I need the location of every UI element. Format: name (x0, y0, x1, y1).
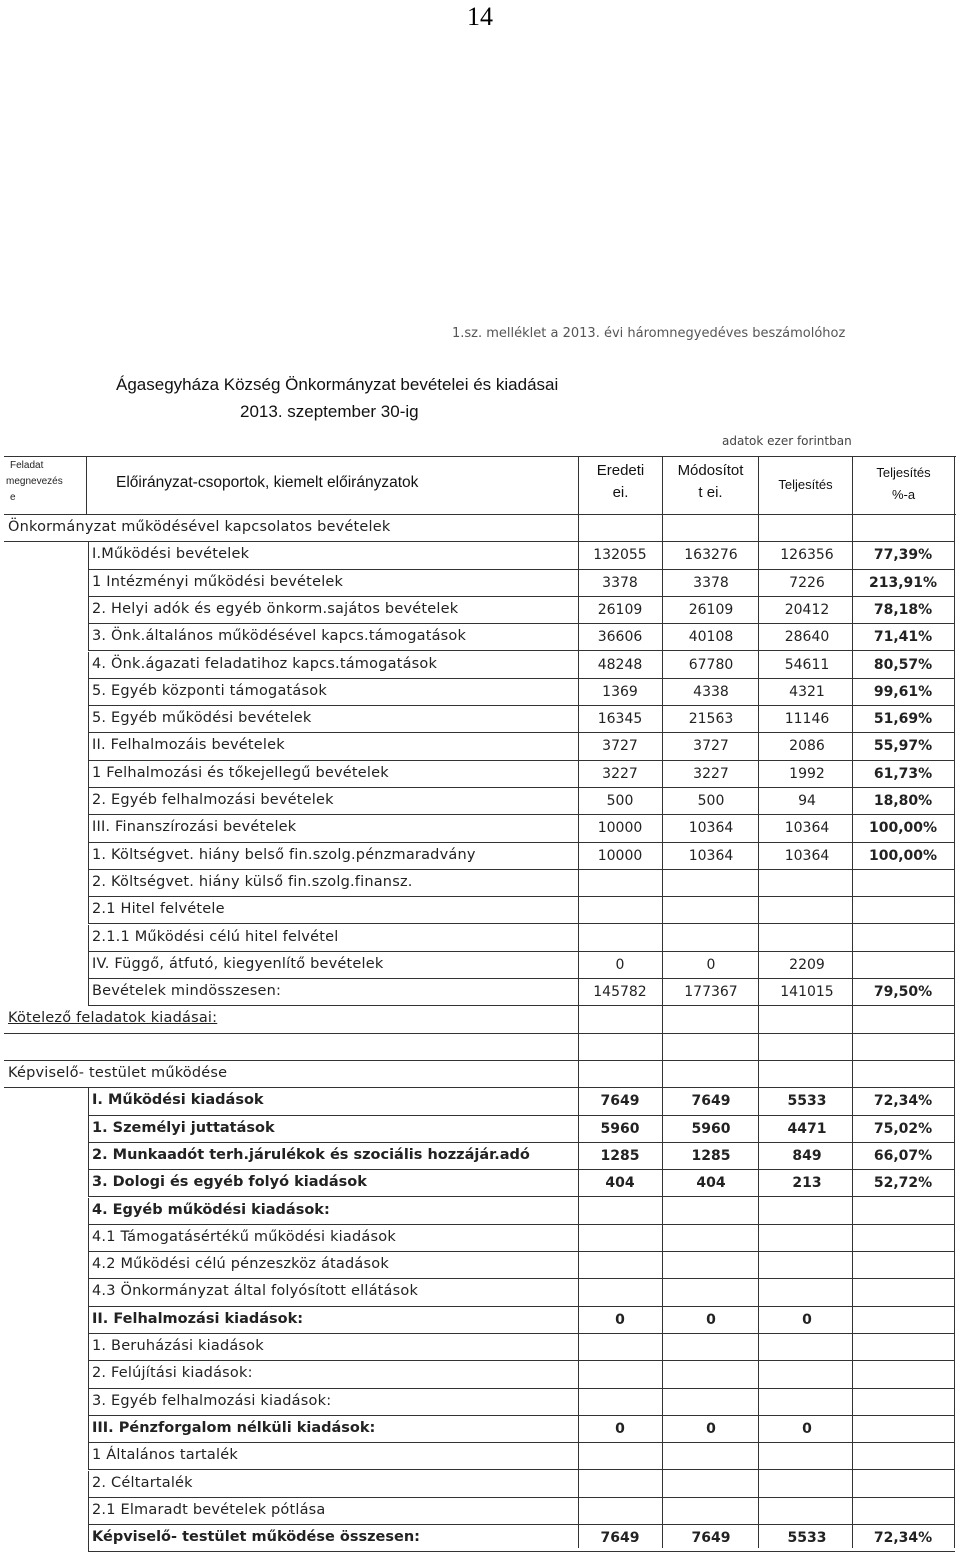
header-col-percent-line1: Teljesítés (876, 465, 931, 480)
row-left-border (88, 1307, 89, 1334)
value-modified: 3727 (693, 738, 729, 755)
value-percent: 52,72% (873, 1175, 933, 1192)
header-col-percent (853, 462, 954, 506)
value-completion: 2209 (789, 956, 825, 973)
table-row (0, 1198, 960, 1225)
value-completion: 10364 (784, 820, 830, 837)
row-label: 2. Helyi adók és egyéb önkorm.sajátos bevételek (92, 600, 459, 617)
table-row (0, 979, 960, 1006)
value-modified: 10364 (688, 820, 734, 837)
value-completion: 94 (798, 793, 816, 809)
value-modified: 500 (697, 793, 725, 809)
row-left-border (88, 1198, 89, 1225)
value-original: 145782 (593, 984, 647, 1001)
row-label: I.Működési bevételek (92, 546, 250, 563)
table-row (0, 1525, 960, 1552)
value-percent: 100,00% (868, 820, 938, 837)
value-original: 500 (606, 793, 634, 809)
row-left-border (88, 1088, 89, 1115)
row-left-border (88, 1498, 89, 1525)
row-label: 3. Önk.általános működésével kapcs.támogatások (92, 628, 467, 645)
value-percent: 75,02% (873, 1120, 933, 1137)
value-modified: 7649 (691, 1530, 731, 1547)
table-row (0, 570, 960, 597)
value-completion: 20412 (784, 601, 830, 618)
row-label: 2.1 Hitel felvétele (92, 901, 225, 918)
row-label: 2. Céltartalék (92, 1474, 193, 1491)
row-left-border (88, 897, 89, 924)
row-left-border (88, 1279, 89, 1306)
value-original: 1369 (602, 683, 638, 700)
value-percent: 18,80% (873, 793, 933, 809)
table-row (0, 1006, 960, 1033)
header-col-modified (663, 460, 758, 504)
value-completion: 849 (792, 1147, 822, 1164)
table-row (0, 542, 960, 569)
table-row (0, 925, 960, 952)
row-left-border (88, 1170, 89, 1197)
row-label: 4.1 Támogatásértékű működési kiadások (92, 1228, 396, 1245)
row-label: 5. Egyéb működési bevételek (92, 710, 312, 727)
value-modified: 0 (706, 956, 716, 973)
row-label: 4. Önk.ágazati feladatihoz kapcs.támogatások (92, 655, 438, 672)
row-left-border (88, 542, 89, 569)
row-left-border (88, 1416, 89, 1443)
row-label: III. Finanszírozási bevételek (92, 819, 297, 836)
table-row (0, 952, 960, 979)
row-label: 1. Költségvet. hiány belső fin.szolg.pénzmaradvány (92, 846, 476, 863)
value-percent: 72,34% (873, 1530, 933, 1547)
header-col-original-line2: ei. (612, 484, 629, 501)
value-percent: 80,57% (873, 656, 933, 673)
row-label: IV. Függő, átfutó, kiegyenlítő bevételek (92, 955, 384, 972)
value-completion: 0 (802, 1311, 812, 1328)
table-row (0, 1034, 960, 1061)
table-row (0, 1389, 960, 1416)
value-completion: 141015 (780, 984, 834, 1001)
table-row (0, 1307, 960, 1334)
table-row (0, 597, 960, 624)
row-label: 3. Egyéb felhalmozási kiadások: (92, 1392, 332, 1409)
row-label: II. Felhalmozási kiadások: (92, 1310, 304, 1327)
value-completion: 10364 (784, 847, 830, 864)
row-left-border (88, 1252, 89, 1279)
value-modified: 0 (706, 1311, 716, 1328)
row-label: 1. Beruházási kiadások (92, 1338, 264, 1354)
table-row (0, 1061, 960, 1088)
row-left-border (88, 733, 89, 760)
value-completion: 4471 (787, 1120, 827, 1137)
value-modified: 177367 (684, 984, 738, 1001)
header-divider (86, 456, 87, 514)
value-completion: 5533 (787, 1530, 827, 1547)
value-percent: 61,73% (873, 765, 933, 782)
row-label: 4. Egyéb működési kiadások: (92, 1201, 330, 1218)
value-original: 7649 (600, 1530, 640, 1547)
value-percent: 100,00% (868, 847, 938, 864)
value-modified: 1285 (691, 1147, 731, 1164)
value-original: 404 (605, 1175, 635, 1192)
row-label: Képviselő- testület működése (8, 1065, 228, 1081)
row-label: 3. Dologi és egyéb folyó kiadások (92, 1174, 367, 1191)
table-row (0, 706, 960, 733)
value-original: 5960 (600, 1120, 640, 1137)
row-left-border (88, 788, 89, 815)
row-label: Bevételek mindösszesen: (92, 983, 282, 1000)
value-original: 132055 (593, 547, 647, 564)
row-left-border (88, 1443, 89, 1470)
row-left-border (88, 570, 89, 597)
header-feladat-line3: e (10, 492, 16, 503)
header-col-original-line1: Eredeti (596, 462, 645, 479)
table-row (0, 1361, 960, 1388)
row-left-border (88, 679, 89, 706)
value-modified: 3378 (693, 574, 729, 591)
value-original: 3727 (602, 738, 638, 755)
value-modified: 26109 (688, 601, 734, 618)
table-row (0, 788, 960, 815)
table-row (0, 897, 960, 924)
row-left-border (88, 1334, 89, 1361)
value-original: 36606 (597, 629, 643, 646)
value-original: 0 (615, 956, 625, 973)
value-modified: 10364 (688, 847, 734, 864)
row-label: 1 Felhalmozási és tőkejellegű bevételek (92, 764, 389, 781)
table-row (0, 1416, 960, 1443)
document-title: Ágasegyháza Község Önkormányzat bevételei és kiadásai (116, 375, 559, 394)
row-label: I. Működési kiadások (92, 1092, 264, 1109)
value-original: 0 (615, 1311, 625, 1328)
value-completion: 4321 (789, 683, 825, 700)
table-row (0, 761, 960, 788)
value-percent: 55,97% (873, 738, 933, 755)
header-col-percent-line2: %-a (891, 487, 916, 502)
value-percent: 72,34% (873, 1093, 933, 1110)
table-row (0, 1225, 960, 1252)
row-left-border (88, 1143, 89, 1170)
table-row (0, 679, 960, 706)
value-percent: 51,69% (873, 711, 933, 728)
page-number: 14 (467, 2, 493, 31)
table-row (0, 624, 960, 651)
row-left-border (88, 925, 89, 952)
value-modified: 21563 (688, 711, 734, 728)
table-row (0, 515, 960, 542)
row-left-border (88, 952, 89, 979)
value-modified: 3227 (693, 765, 729, 782)
value-completion: 11146 (784, 711, 830, 728)
row-left-border (88, 706, 89, 733)
table-row (0, 1143, 960, 1170)
row-left-border (88, 1389, 89, 1416)
row-left-border (88, 979, 89, 1006)
value-completion: 54611 (784, 656, 830, 673)
value-percent: 79,50% (873, 984, 933, 1001)
row-left-border (88, 652, 89, 679)
table-row (0, 815, 960, 842)
value-original: 26109 (597, 601, 643, 618)
value-completion: 2086 (789, 738, 825, 755)
value-original: 48248 (597, 656, 643, 673)
row-label: 4.3 Önkormányzat által folyósított ellátások (92, 1283, 419, 1300)
value-original: 10000 (597, 820, 643, 837)
table-row (0, 1170, 960, 1197)
header-feladat-line2: megnevezés (6, 476, 63, 487)
row-left-border (88, 1225, 89, 1252)
row-left-border (88, 624, 89, 651)
row-label: 2. Felújítási kiadások: (92, 1365, 253, 1382)
row-label: 1 Általános tartalék (92, 1447, 238, 1464)
unit-note: adatok ezer forintban (722, 434, 852, 448)
row-label: 2.1.1 Működési célú hitel felvétel (92, 928, 339, 945)
header-feladat-line1: Feladat (10, 460, 44, 471)
row-label: 4.2 Működési célú pénzeszköz átadások (92, 1256, 389, 1273)
value-modified: 7649 (691, 1093, 731, 1110)
header-groups: Előirányzat-csoportok, kiemelt előirányzatok (116, 474, 419, 491)
table-row (0, 1443, 960, 1470)
row-label: III. Pénzforgalom nélküli kiadások: (92, 1419, 376, 1436)
row-label: 2.1 Elmaradt bevételek pótlása (92, 1501, 326, 1518)
value-modified: 4338 (693, 683, 729, 700)
row-label: Önkormányzat működésével kapcsolatos bevételek (8, 519, 391, 535)
value-percent: 213,91% (868, 574, 938, 591)
row-label: 2. Munkaadót terh.járulékok és szociális hozzájár.adó (92, 1146, 530, 1163)
value-original: 3227 (602, 765, 638, 782)
header-top-border (4, 456, 956, 457)
header-col-modified-line2: t ei. (698, 484, 723, 501)
row-left-border (88, 597, 89, 624)
row-label: 1. Személyi juttatások (92, 1119, 275, 1136)
value-original: 7649 (600, 1093, 640, 1110)
header-col-modified-line1: Módosítot (677, 462, 744, 479)
value-original: 1285 (600, 1147, 640, 1164)
table-row (0, 652, 960, 679)
value-modified: 67780 (688, 656, 734, 673)
value-modified: 404 (696, 1175, 726, 1192)
value-completion: 28640 (784, 629, 830, 646)
value-completion: 213 (792, 1175, 822, 1192)
row-left-border (88, 1116, 89, 1143)
row-label: 2. Egyéb felhalmozási bevételek (92, 792, 334, 808)
table-row (0, 1088, 960, 1115)
value-original: 3378 (602, 574, 638, 591)
table-row (0, 1334, 960, 1361)
value-original: 10000 (597, 847, 643, 864)
value-percent: 77,39% (873, 547, 933, 564)
value-original: 16345 (597, 711, 643, 728)
value-original: 0 (615, 1420, 625, 1437)
row-left-border (88, 1361, 89, 1388)
value-modified: 40108 (688, 629, 734, 646)
table-row (0, 1279, 960, 1306)
value-completion: 5533 (787, 1093, 827, 1110)
table-row (0, 1252, 960, 1279)
row-left-border (88, 870, 89, 897)
header-col-completion: Teljesítés (778, 477, 833, 492)
attachment-note: 1.sz. melléklet a 2013. évi háromnegyedéves beszámolóhoz (452, 326, 846, 341)
value-percent: 71,41% (873, 629, 933, 646)
table-row (0, 1471, 960, 1498)
value-percent: 66,07% (873, 1147, 933, 1164)
row-left-border (88, 761, 89, 788)
table-row (0, 1498, 960, 1525)
row-left-border (88, 1525, 89, 1552)
header-col-original (579, 460, 662, 504)
table-row (0, 733, 960, 760)
row-label: 2. Költségvet. hiány külső fin.szolg.finansz. (92, 873, 413, 890)
value-modified: 5960 (691, 1120, 731, 1137)
row-left-border (88, 843, 89, 870)
table-row (0, 870, 960, 897)
value-modified: 0 (706, 1420, 716, 1437)
value-completion: 1992 (789, 765, 825, 782)
row-label: Képviselő- testület működése összesen: (92, 1529, 420, 1546)
value-percent: 99,61% (873, 683, 933, 700)
document-subtitle: 2013. szeptember 30-ig (240, 402, 419, 421)
row-label: 1 Intézményi működési bevételek (92, 573, 344, 590)
row-label: II. Felhalmozáis bevételek (92, 737, 285, 754)
value-completion: 7226 (789, 574, 825, 591)
row-label: Kötelező feladatok kiadásai: (8, 1010, 218, 1027)
value-percent: 78,18% (873, 601, 933, 618)
row-label: 5. Egyéb központi támogatások (92, 682, 327, 699)
row-left-border (88, 1471, 89, 1498)
table-row (0, 843, 960, 870)
value-completion: 0 (802, 1420, 812, 1437)
table-row (0, 1116, 960, 1143)
row-left-border (88, 815, 89, 842)
value-modified: 163276 (684, 547, 738, 564)
value-completion: 126356 (780, 547, 834, 564)
